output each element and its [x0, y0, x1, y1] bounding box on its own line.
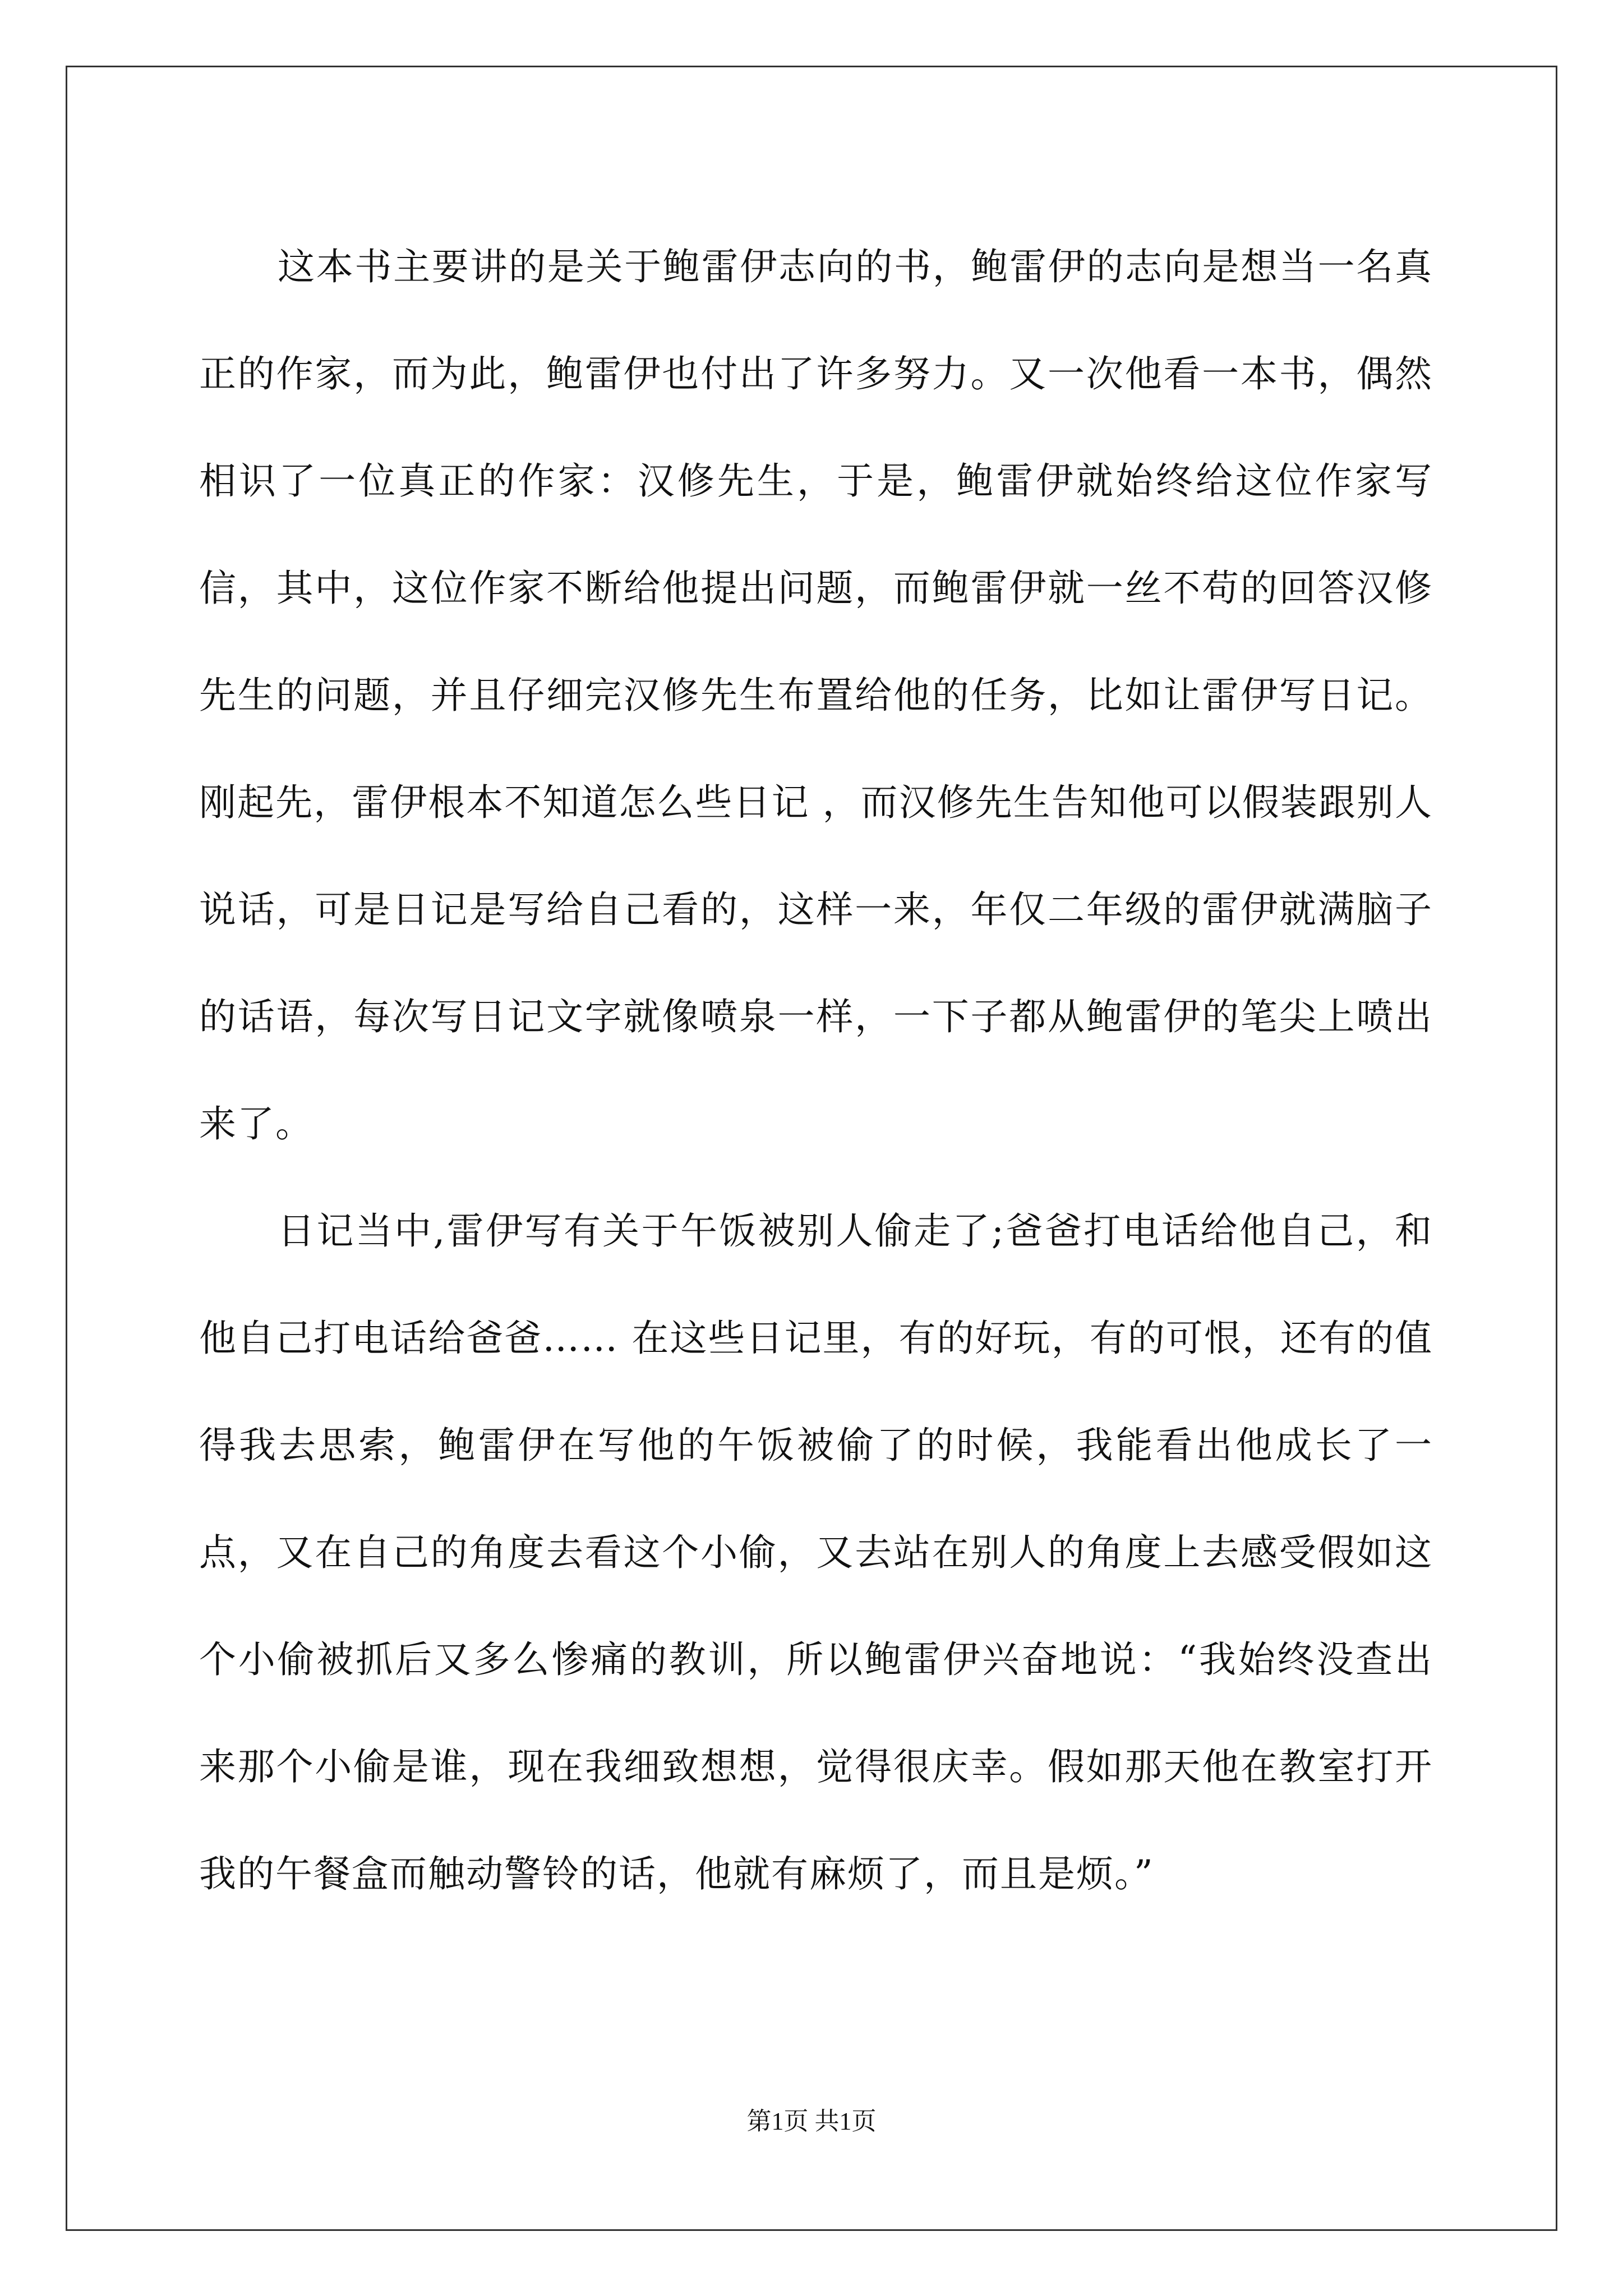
- paragraph-1: 这本书主要讲的是关于鲍雷伊志向的书，鲍雷伊的志向是想当一名真正的作家，而为此，鲍雷伊也付出了许多努力。又一次他看一本书，偶然相识了一位真正的作家：汉修先生，于是，鲍雷伊就始终给这位作家写信，其中，这位作家不断给他提出问题，而鲍雷伊就一丝不苟的回答汉修先生的问题，并且仔细完汉修先生布置给他的任务，比如让雷伊写日记。刚起先，雷伊根本不知道怎么些日记 ，而汉修先生告知他可以假装跟别人说话，可是日记是写给自己看的，这样一来，年仅二年级的雷伊就满脑子的话语，每次写日记文字就像喷泉一样，一下子都从鲍雷伊的笔尖上喷出来了。: [199, 245, 1433, 1145]
- paragraph-2: 日记当中,雷伊写有关于午饭被别人偷走了;爸爸打电话给他自己，和他自己打电话给爸爸…… 在这些日记里，有的好玩，有的可恨，还有的值得我去思索，鲍雷伊在写他的午饭被偷了的时候，我能看出他成长了一点，又在自己的角度去看这个小偷，又去站在别人的角度上去感受假如这个小偷被抓后又多么惨痛的教训，所以鲍雷伊兴奋地说：“我始终没查出来那个小偷是谁，现在我细致想想，觉得很庆幸。假如那天他在教室打开我的午餐盒而触动警铃的话，他就有麻烦了，而且是烦。”: [199, 1209, 1433, 1895]
- document-body: [199, 213, 1433, 1927]
- page-footer: 第1页 共1页: [746, 2108, 877, 2135]
